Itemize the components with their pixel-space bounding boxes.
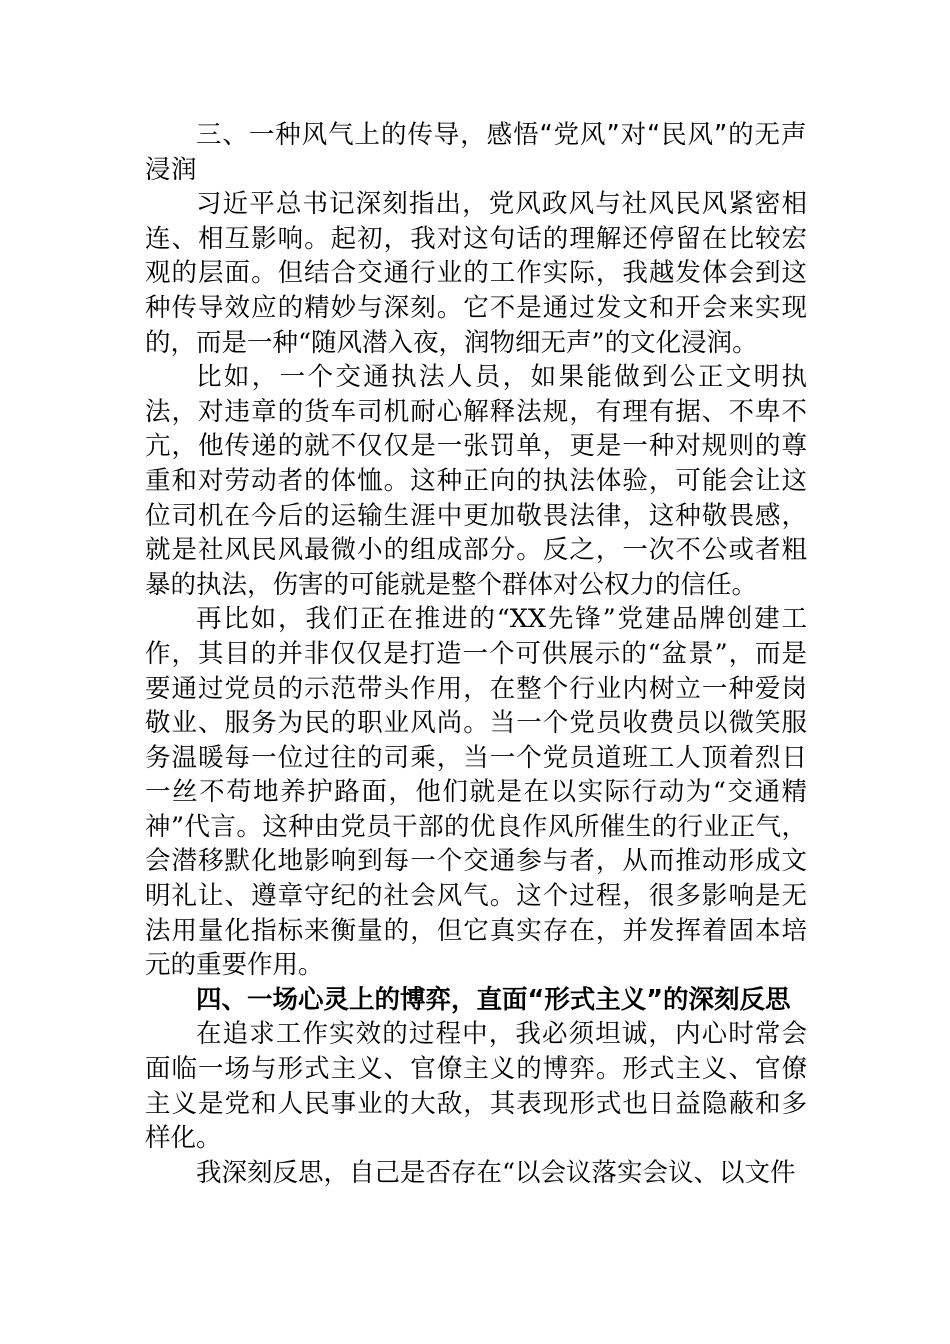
body-paragraph: 我深刻反思，自己是否存在“以会议落实会议、以文件 bbox=[196, 1157, 796, 1188]
document-page bbox=[145, 118, 807, 1190]
body-paragraph: 比如，一个交通执法人员，如果能做到公正文明执法，对违章的货车司机耐心解释法规，有理有据、不卑不亢，他传递的就不仅仅是一张罚单，更是一种对规则的尊重和对劳动者的体恤。这种正向的执法体验，可能会让这位司机在今后的运输生涯中更加敬畏法律，这种敬畏感，就是社风民风最微小的组成部分。反之，一次不公或者粗暴的执法，伤害的可能就是整个群体对公权力的信任。 bbox=[145, 362, 807, 600]
section-heading-4: 四、一场心灵上的博弈，直面“形式主义”的深刻反思 bbox=[196, 984, 791, 1015]
section-heading-3: 三、一种风气上的传导，感悟“党风”对“民风”的无声浸润 bbox=[145, 120, 807, 185]
body-paragraph: 习近平总书记深刻指出，党风政风与社风民风紧密相连、相互影响。起初，我对这句话的理解还停留在比较宏观的层面。但结合交通行业的工作实际，我越发体会到这种传导效应的精妙与深刻。它不是通过发文和开会来实现的，而是一种“随风潜入夜，润物细无声”的文化浸润。 bbox=[145, 189, 807, 358]
body-paragraph: 再比如，我们正在推进的“XX先锋”党建品牌创建工作，其目的并非仅仅是打造一个可供展示的“盆景”，而是要通过党员的示范带头作用，在整个行业内树立一种爱岗敬业、服务为民的职业风尚。当一个党员收费员以微笑服务温暖每一位过往的司乘，当一个党员道班工人顶着烈日一丝不苟地养护路面，他们就是在以实际行动为“交通精神”代言。这种由党员干部的优良作风所催生的行业正气，会潜移默化地影响到每一个交通参与者，从而推动形成文明礼让、遵章守纪的社会风气。这个过程，很多影响是无法用量化指标来衡量的，但它真实存在，并发挥着固本培元的重要作用。 bbox=[145, 604, 807, 981]
body-paragraph: 在追求工作实效的过程中，我必须坦诚，内心时常会面临一场与形式主义、官僚主义的博弈。形式主义、官僚主义是党和人民事业的大敌，其表现形式也日益隐蔽和多样化。 bbox=[145, 1019, 807, 1154]
